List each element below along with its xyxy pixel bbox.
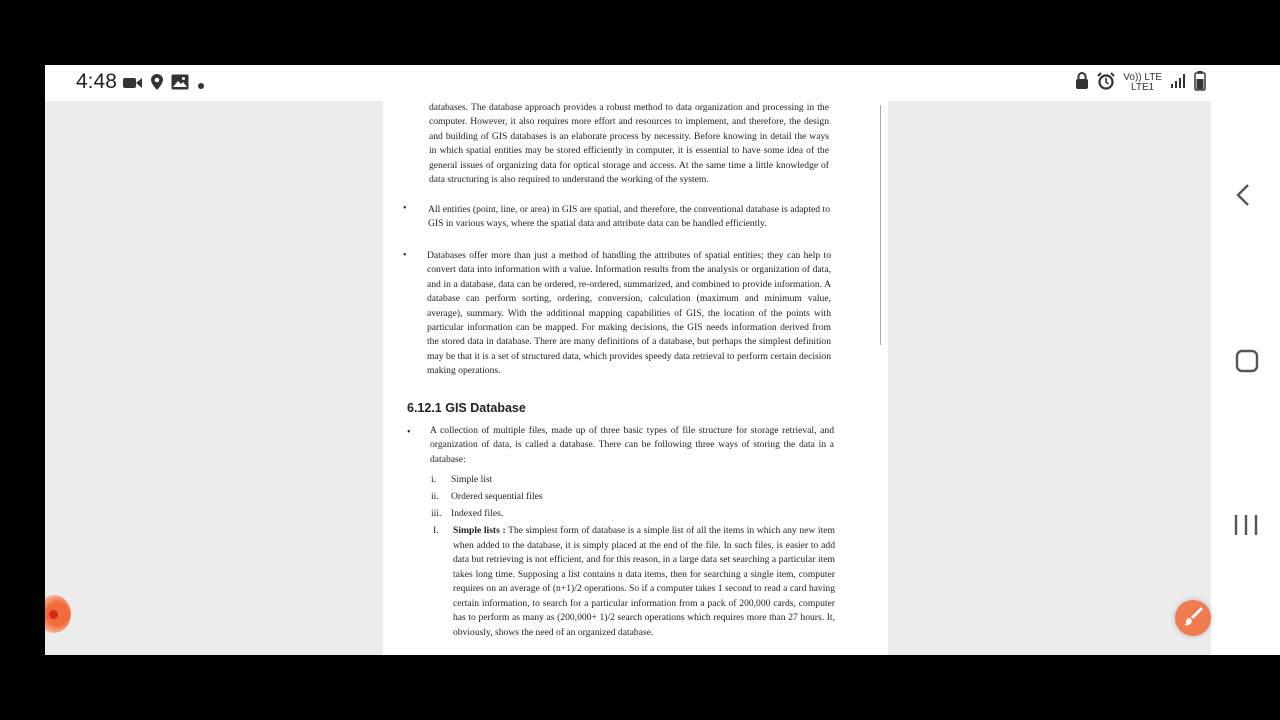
list-number: iii. xyxy=(431,508,442,519)
video-icon xyxy=(123,75,143,94)
clock: 4:48 xyxy=(76,70,117,93)
intro-paragraph: databases. The database approach provides a robust method to data organization and processing in the computer. However, it also requires more effort and resources to implement, and therefore, the design and building of GIS databases is an elaborate process by necessity. Before knowing in detail the ways in which spatial entities may be stored efficiently in computer, it is essential to have some idea of the general issues of organizing data for optical storage and access. At the same time a little knowledge of data structuring is also required to understand the working of the system. xyxy=(429,102,829,186)
list-text: Ordered sequential files xyxy=(451,491,543,502)
bullet-paragraph-entities: All entities (point, line, or area) in GIS are spatial, and therefore, the conventional database is adapted to GIS in various ways, where the spatial data and attribute data can be handled efficiently. xyxy=(428,204,830,230)
simple-list-paragraph xyxy=(453,524,835,640)
alarm-icon xyxy=(1097,72,1115,94)
list-text: Indexed files. xyxy=(451,508,504,519)
status-bar xyxy=(45,65,1280,101)
home-icon[interactable] xyxy=(1235,349,1259,377)
list-item xyxy=(431,490,543,504)
back-icon[interactable] xyxy=(1235,183,1251,211)
page-edge-line xyxy=(880,105,881,345)
battery-icon xyxy=(1194,71,1206,95)
lock-icon xyxy=(1075,72,1089,94)
edit-brush-button[interactable] xyxy=(1175,600,1211,636)
section-heading: 6.12.1 GIS Database xyxy=(407,401,526,415)
network-label: Vo)) LTE xyxy=(1123,72,1162,83)
network-indicator xyxy=(1123,73,1162,93)
list-number: i. xyxy=(431,474,437,485)
list-text: Simple list xyxy=(451,474,493,485)
network-sub-label: LTE1 xyxy=(1131,82,1155,93)
document-page xyxy=(383,101,888,655)
bullet-paragraph-collection: A collection of multiple files, made up of three basic types of file structure for storage retrieval, and organization of data, is called a database. There can be following three ways of storing the data in a database: xyxy=(430,425,834,465)
location-icon xyxy=(151,74,163,94)
bullet-icon: • xyxy=(407,427,411,438)
phone-screen xyxy=(45,65,1280,655)
list-item xyxy=(431,507,503,521)
bullet-paragraph-databases: Databases offer more than just a method of handling the attributes of spatial entities; they can help to convert data into information with a value. Information results from the analysis or organization of data, and in a database, data can be ordered, re-ordered, summarized, and combined to provide information. A database can perform sorting, ordering, conversion, calculation (maximum and minimum value, average), summary. With the additional mapping capabilities of GIS, the location of the points with particular information can be mapped. For making decisions, the GIS needs information derived from the stored data in database. There are many definitions of a database, but perhaps the simplest definition may be that it is a set of structured data, which provides speedy data retrieval to perform certain decision making operations. xyxy=(427,250,831,377)
list-item xyxy=(431,473,492,487)
signal-icon xyxy=(1170,73,1186,93)
gallery-icon xyxy=(171,74,189,94)
bullet-icon: • xyxy=(403,250,407,261)
navigation-bar xyxy=(1211,101,1280,655)
simple-list-text: The simplest form of database is a simple list of all the items in which any new item when added to the database, it is simply placed at the end of the file. In such files, is easier to add data but retrieving is not efficient, and for this reason, in a large data set searching a particular item takes long time. Supposing a list contains n data items, then for searching a single item, computer requires on an average of (n+1)/2 operations. So if a computer takes 1 second to read a card having certain information, to search for a particular information from a pack of 200,000 cards, computer has to perform as many as (200,000+ 1)/2 search operations which requires more than 27 hours. It, obviously, shows the need of an organized database. xyxy=(453,525,835,638)
simple-list-title: Simple lists : xyxy=(453,525,506,536)
record-dot-icon xyxy=(49,610,58,619)
brush-icon xyxy=(1182,605,1204,631)
list-number: ii. xyxy=(431,491,439,502)
simple-list-number: I. xyxy=(433,525,439,536)
bullet-icon: • xyxy=(403,203,407,214)
recent-apps-icon[interactable] xyxy=(1233,513,1259,541)
notification-dot-icon xyxy=(197,75,205,94)
